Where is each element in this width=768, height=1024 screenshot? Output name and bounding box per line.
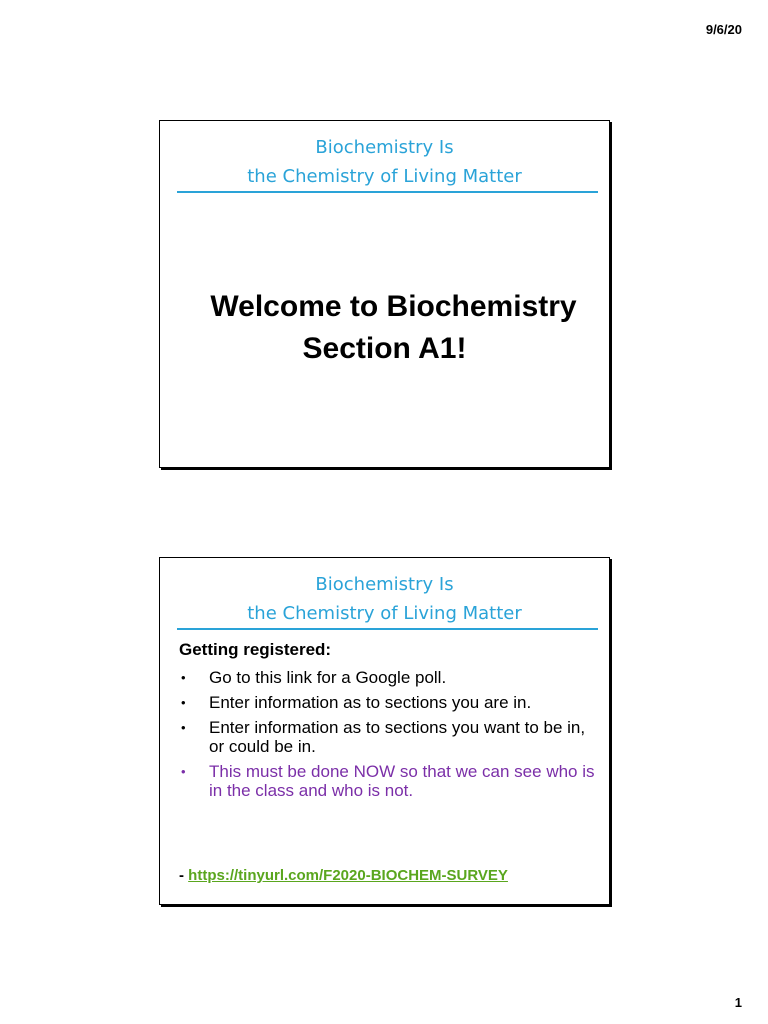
- slide-welcome: [159, 120, 610, 468]
- bullet-icon: •: [181, 720, 186, 735]
- registration-heading: Getting registered:: [179, 640, 332, 659]
- welcome-title-line-2: Section A1!: [302, 332, 467, 365]
- link-prefix: -: [179, 867, 189, 884]
- survey-link[interactable]: https://tinyurl.com/F2020-BIOCHEM-SURVEY: [188, 867, 508, 884]
- welcome-title: [160, 286, 609, 370]
- slide-registration: [159, 557, 610, 905]
- survey-link-line: [179, 867, 508, 884]
- list-item-text: This must be done NOW so that we can see who is in the class and who is not.: [209, 762, 595, 800]
- bullet-icon: •: [181, 695, 186, 710]
- list-item-emphasis: [179, 762, 597, 800]
- registration-body: [179, 640, 597, 806]
- list-item: [179, 668, 597, 687]
- page-number: 1: [734, 995, 742, 1010]
- page-date: 9/6/20: [705, 22, 742, 37]
- list-item-text: Enter information as to sections you are in.: [209, 693, 532, 712]
- slide-header-line-1: Biochemistry Is: [315, 137, 454, 158]
- slide-header-line-1: Biochemistry Is: [315, 574, 454, 595]
- slide-header-line-2: the Chemistry of Living Matter: [247, 166, 522, 187]
- slide-header-line-2: the Chemistry of Living Matter: [247, 603, 522, 624]
- list-item-text: Go to this link for a Google poll.: [209, 668, 447, 687]
- header-divider: [177, 628, 598, 630]
- list-item: [179, 693, 597, 712]
- welcome-title-line-1: Welcome to Biochemistry: [210, 290, 577, 323]
- list-item-text: Enter information as to sections you want to be in, or could be in.: [209, 718, 586, 756]
- bullet-icon: •: [181, 670, 186, 685]
- slide-header: [160, 133, 609, 191]
- bullet-icon: •: [181, 764, 186, 779]
- header-divider: [177, 191, 598, 193]
- slide-header: [160, 570, 609, 628]
- instruction-list: [179, 668, 597, 800]
- list-item: [179, 718, 597, 756]
